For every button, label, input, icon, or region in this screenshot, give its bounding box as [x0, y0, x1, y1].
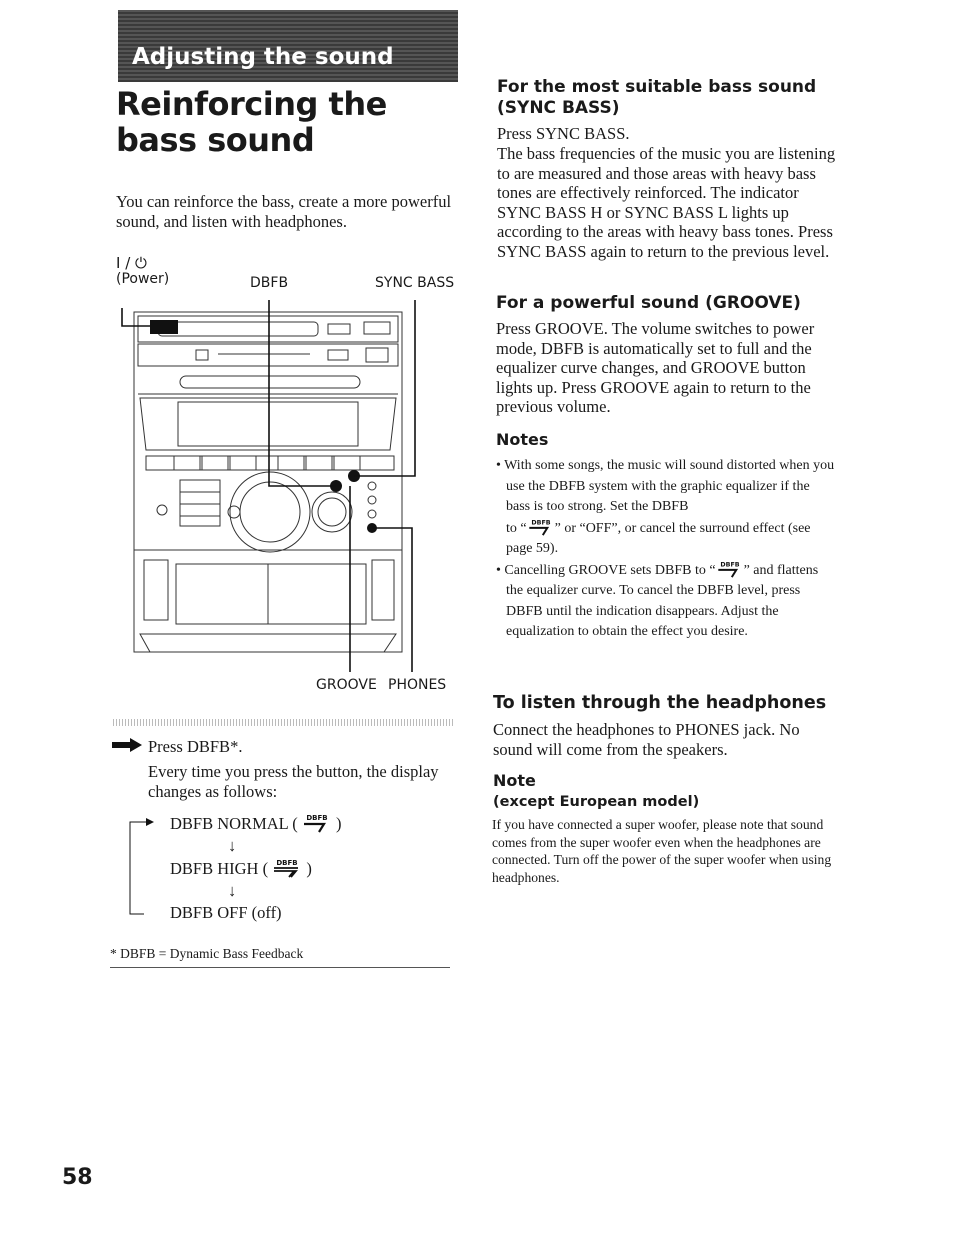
note-eu-subheading: (except European model)	[493, 794, 700, 810]
power-callout-line	[122, 308, 150, 326]
sync-bass-press: Press SYNC BASS.	[497, 124, 630, 143]
svg-text:DBFB: DBFB	[276, 859, 298, 867]
phones-label: PHONES	[388, 677, 447, 693]
cycle-bracket	[126, 816, 156, 920]
page-number: 58	[62, 1165, 93, 1190]
intro-paragraph: You can reinforce the bass, create a more powerful sound, and listen with headphones.	[116, 192, 452, 231]
svg-text:DBFB: DBFB	[531, 518, 551, 526]
section-header-text: Adjusting the sound	[132, 44, 394, 70]
dbfb-label: DBFB	[250, 275, 289, 291]
sync-bass-label: SYNC BASS	[375, 275, 455, 291]
note-eu-body: If you have connected a super woofer, please note that sound comes from the super woofer even when the headphones are connected. Turn off the power of the super woofer when using headphones.	[492, 817, 832, 885]
sequence-arrow: ↓	[228, 836, 237, 855]
stereo-unit-illustration	[110, 290, 460, 680]
power-symbol: I / ⏻	[116, 254, 147, 272]
page-title: Reinforcing the bass sound	[116, 85, 387, 159]
power-button-shape	[150, 320, 178, 334]
dbfb-callout-line	[269, 300, 336, 486]
groove-label: GROOVE	[316, 677, 377, 693]
footnote-rule	[110, 967, 450, 968]
headphones-heading: To listen through the headphones	[493, 693, 827, 713]
sync-bass-body: The bass frequencies of the music you are listening to are measured and those areas with heavy bass tones are effectively reinforced. The indicator SYNC BASS H or SYNC BASS L lights up according to the areas with heavy bass tones. Press SYNC BASS again to return to the previous level.	[497, 144, 836, 261]
sequence-high: DBFB HIGH ( DBFB )	[170, 859, 312, 878]
headphones-body: Connect the headphones to PHONES jack. No sound will come from the speakers.	[493, 720, 800, 759]
note-item-2: • Cancelling GROOVE sets DBFB to “ DBFB ” and flattens the equalizer curve. To cancel the DBFB level, press DBFB until the indication disappears. Adjust the equalization to obtain the effect you desire.	[496, 560, 819, 639]
sync-bass-heading: For the most suitable bass sound (SYNC BASS)	[497, 77, 817, 118]
step-description: Every time you press the button, the display changes as follows:	[148, 762, 439, 801]
power-label: (Power)	[116, 271, 170, 287]
dbfb-high-icon	[272, 858, 302, 878]
note-item-1: • With some songs, the music will sound distorted when you use the DBFB system with the graphic equalizer if the bass is too strong. Set the DBFB to “ DBFB ” or “OFF”, or cancel the surround effect (see page 59).	[496, 458, 835, 556]
notes-list	[496, 456, 836, 643]
svg-text:DBFB: DBFB	[306, 814, 328, 822]
separator	[113, 719, 453, 726]
dbfb-normal-icon-note	[527, 518, 555, 536]
dbfb-normal-icon-note-2	[716, 560, 744, 578]
svg-text:DBFB: DBFB	[719, 560, 740, 568]
sequence-off: DBFB OFF (off)	[170, 903, 282, 922]
press-dbfb-step: Press DBFB*.	[148, 737, 243, 756]
section-header-band	[118, 10, 458, 82]
sequence-arrow-2: ↓	[228, 881, 237, 900]
notes-heading: Notes	[496, 430, 549, 449]
sequence-normal: DBFB NORMAL ( DBFB )	[170, 814, 342, 833]
dbfb-normal-icon	[302, 813, 332, 833]
footnote: * DBFB = Dynamic Bass Feedback	[110, 946, 304, 961]
groove-body: Press GROOVE. The volume switches to power mode, DBFB is automatically set to full and the equalizer curve changes, and GROOVE button lights up. Press GROOVE again to return to the previous volume.	[496, 319, 815, 417]
arrow-right-icon	[112, 738, 144, 752]
note-eu-heading: Note	[493, 771, 536, 790]
groove-heading: For a powerful sound (GROOVE)	[496, 293, 801, 313]
